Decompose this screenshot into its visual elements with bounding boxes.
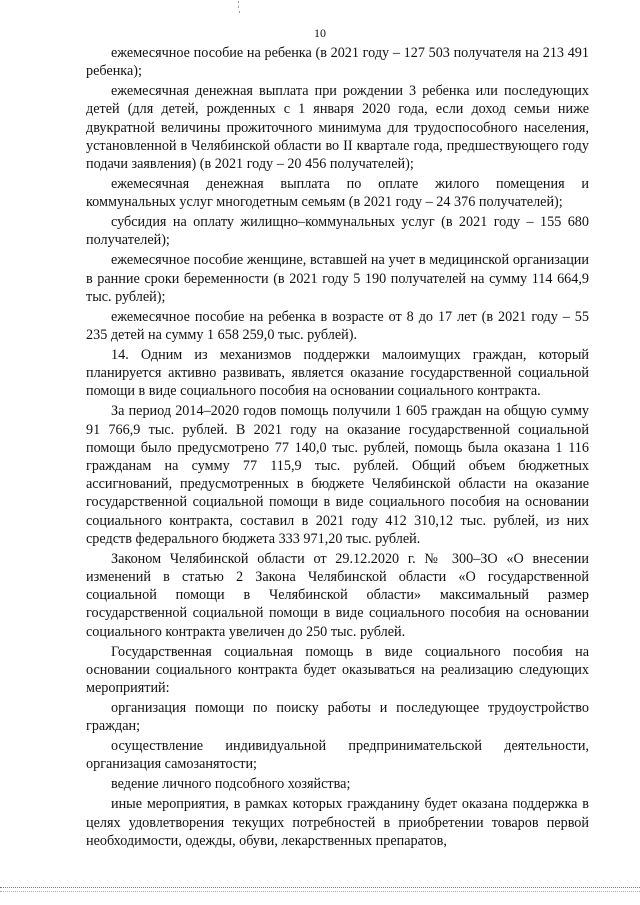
paragraph: организация помощи по поиску работы и последующее трудоустройство граждан; — [86, 700, 589, 735]
paragraph: субсидия на оплату жилищно–коммунальных услуг (в 2021 году – 155 680 получателей); — [86, 214, 589, 249]
paragraph: ведение личного подсобного хозяйства; — [111, 776, 351, 793]
scan-edge-line — [0, 887, 640, 888]
paragraph: ежемесячная денежная выплата по оплате жилого помещения и коммунальных услуг многодетным семьям (в 2021 году – 24 376 получателей); — [86, 176, 589, 211]
scan-artifact — [236, 0, 260, 16]
paragraph: осуществление индивидуальной предпринимательской деятельности, организация самозанятости; — [86, 738, 589, 773]
document-body — [86, 44, 589, 852]
paragraph: За период 2014–2020 годов помощь получили 1 605 граждан на общую сумму 91 766,9 тыс. рублей. В 2021 году на оказание государственной социальной помощи было предусмотрено 77 140,0 тыс. рублей, помощь была оказана 1 116 гражданам на сумму 77 115,9 тыс. рублей. Общий объем бюджетных ассигнований, предусмотренных в бюджете Челябинской области на оказание государственной социальной помощи в виде социального пособия на основании социального контракта, составил в 2021 году 412 310,12 тыс. рублей, из них средств федерального бюджета 333 971,20 тыс. рублей. — [86, 403, 589, 547]
page-number: 10 — [314, 26, 326, 40]
paragraph: 14. Одним из механизмов поддержки малоимущих граждан, который планируется активно развивать, является оказание государственной социальной помощи в виде социального пособия на основании социального контракта. — [86, 347, 589, 400]
paragraph: ежемесячное пособие на ребенка (в 2021 году – 127 503 получателя на 213 491 ребенка); — [86, 45, 589, 80]
paragraph: ежемесячное пособие на ребенка в возрасте от 8 до 17 лет (в 2021 году – 55 235 детей на сумму 1 658 259,0 тыс. рублей). — [86, 308, 589, 344]
paragraph: иные мероприятия, в рамках которых гражданину будет оказана поддержка в целях удовлетворения текущих потребностей в приобретении товаров первой необходимости, одежды, обуви, лекарственных препаратов, — [86, 796, 589, 849]
paragraph: ежемесячная денежная выплата при рождении 3 ребенка или последующих детей (для детей, рожденных с 1 января 2020 года, если доход семьи ниже двукратной величины прожиточного минимума для трудоспособного населения, установленной в Челябинской области во II квартале года, предшествующего году подачи заявления) (в 2021 году – 20 456 получателей); — [86, 83, 589, 173]
paragraph: Законом Челябинской области от 29.12.2020 г. № 300–ЗО «О внесении изменений в статью 2 Закона Челябинской области «О государственной социальной помощи в Челябинской области» максимальный размер государственной социальной помощи в виде социального пособия на основании социального контракта увеличен до 250 тыс. рублей. — [86, 550, 589, 640]
scan-edge-line — [0, 891, 640, 892]
paragraph: Государственная социальная помощь в виде социального пособия на основании социального контракта будет оказываться на реализацию следующих мероприятий: — [86, 643, 589, 697]
paragraph: ежемесячное пособие женщине, вставшей на учет в медицинской организации в ранние сроки беременности (в 2021 году 5 190 получателей на сумму 114 664,9 тыс. рублей); — [86, 252, 589, 305]
